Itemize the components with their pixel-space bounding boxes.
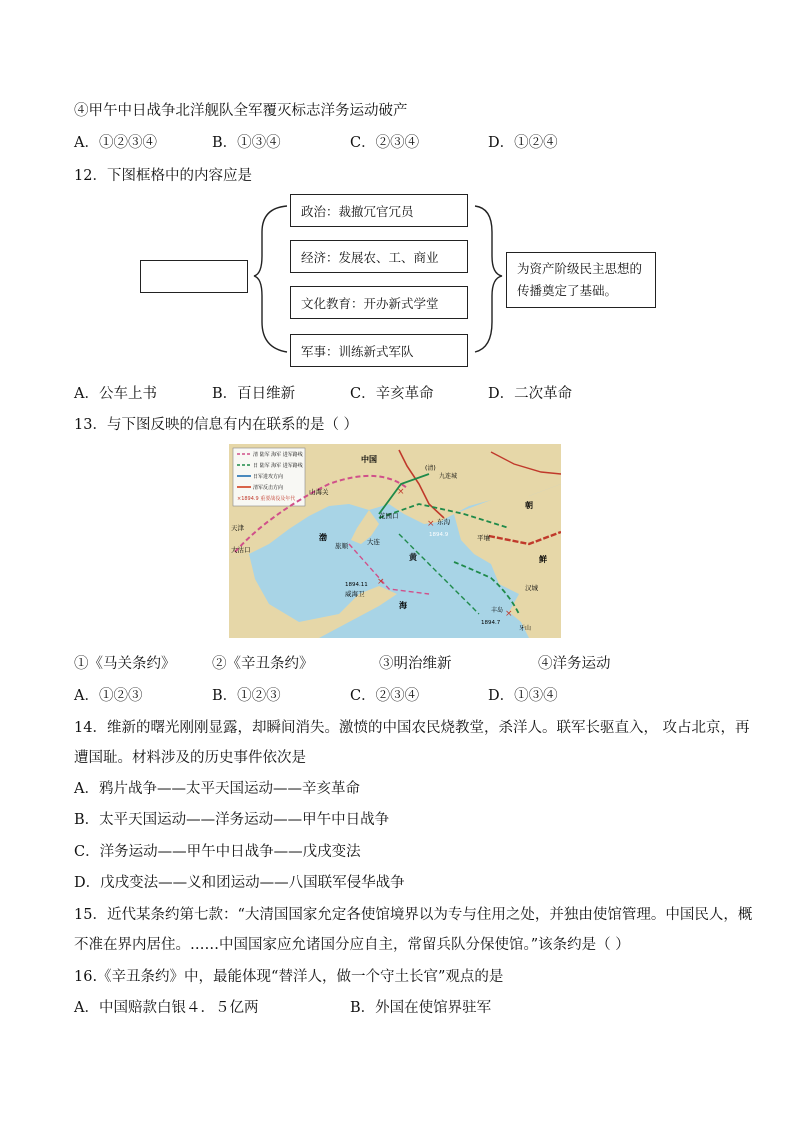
q14-option-d[interactable]: D．戊戌变法——义和团运动——八国联军侵华战争 [74,875,405,891]
q14-option-a[interactable]: A．鸦片战争——太平天国运动——辛亥革命 [74,781,360,797]
q13-statement-3: ③明治维新 [379,656,452,672]
q12-stem: 12．下图框格中的内容应是 [74,168,252,184]
map-label-china: 中国 [361,455,377,464]
legend-text-5: ×1894.9 重要战役及年代 [237,496,296,502]
map-label-hai: 海 [399,601,407,610]
q15-stem-line1: 15．近代某条约第七款：“大清国国家允定各使馆境界以为专与住用之处，并独由使馆管理。中国民人，概 [74,907,753,923]
map-label-date-donggou: 1894.9 [429,532,449,538]
map-label-shanhaiguan: 山海关 [309,488,329,496]
q11-option-b[interactable]: B．①③④ [212,135,281,151]
legend-text-2: 日 陆军 海军 进军路线 [253,463,303,469]
q12-right-brace [475,206,502,352]
q12-option-d[interactable]: D．二次革命 [488,386,573,402]
q12-diagram [140,194,660,370]
q12-result-box: 为资产阶级民主思想的传播奠定了基础。 [506,252,656,308]
q16-options [74,996,734,1018]
q12-item-economy: 经济：发展农、工、商业 [290,240,468,273]
map-label-yashan: 牙山 [519,625,532,632]
map-label-huayuankou: 花园口 [379,512,399,520]
q12-option-c[interactable]: C．辛亥革命 [350,386,434,402]
battle-mark-donggou: × [427,519,435,529]
q15-stem-line2: 不准在界内居住。……中国国家应允诸国分应自主，常留兵队分保使馆。”该条约是（ ） [74,937,630,953]
battle-mark-weihaiwei: × [377,577,385,587]
q13-option-c[interactable]: C．②③④ [350,688,420,704]
q14-option-c[interactable]: C．洋务运动——甲午中日战争——戊戌变法 [74,844,361,860]
q16-stem: 16.《辛丑条约》中，最能体现“替洋人，做一个守土长官”观点的是 [74,969,504,985]
map-label-jiuliancheng: 九连城 [439,473,458,480]
q12-item-politics: 政治：裁撤冗官冗员 [290,194,468,227]
map-label-chao: 朝 [525,501,533,510]
map-label-weihaiwei: 威海卫 [345,590,365,598]
q12-options [74,382,734,404]
q13-statement-1: ①《马关条约》 [74,656,176,672]
q12-item-culture: 文化教育：开办新式学堂 [290,286,468,319]
map-label-pingrang: 平壤 [477,534,490,542]
q13-statement-2: ②《辛丑条约》 [212,656,314,672]
q13-statement-4: ④洋务运动 [538,656,611,672]
q11-option-a[interactable]: A．①②③④ [74,135,157,151]
q14-stem-line1: 14．维新的曙光刚刚显露，却瞬间消失。激愤的中国农民烧教堂，杀洋人。联军长驱直入， 攻占北京，再 [74,720,750,736]
q16-option-a[interactable]: A．中国赔款白银４．５亿两 [74,1000,259,1016]
q13-statements [74,652,734,674]
q14-stem-line2: 遭国耻。材料涉及的历史事件依次是 [74,750,306,766]
map-label-fengdao: 丰岛 [491,607,504,614]
q12-item-military: 军事：训练新式军队 [290,334,468,367]
q16-option-b[interactable]: B．外国在使馆界驻军 [350,1000,492,1016]
q13-option-d[interactable]: D．①③④ [488,688,558,704]
battle-mark-jiuliancheng: × [397,487,405,497]
map-label-dalian: 大连 [367,538,380,546]
q11-option-c[interactable]: C．②③④ [350,135,420,151]
q13-option-a[interactable]: A．①②③ [74,688,143,704]
map-label-tianjin: 天津 [231,524,244,532]
q13-option-b[interactable]: B．①②③ [212,688,281,704]
map-label-dagukou: 大沽口 [231,546,251,554]
map-label-lvshun: 旅顺 [335,542,348,550]
q13-stem: 13．与下图反映的信息有内在联系的是（ ） [74,417,359,433]
map-label-date-weihaiwei: 1894.11 [345,582,368,588]
q12-left-brace [254,206,287,352]
q13-map [229,444,561,638]
q14-option-b[interactable]: B．太平天国运动——洋务运动——甲午中日战争 [74,812,390,828]
map-label-date-fengdao: 1894.7 [481,620,501,626]
q13-options [74,684,734,706]
q11-statement-4: ④甲午中日战争北洋舰队全军覆灭标志洋务运动破产 [74,103,408,119]
battle-mark-fengdao: × [505,609,513,619]
legend-text-4: 清军反击方向 [253,485,284,491]
legend-text-1: 清 陆军 海军 进军路线 [253,452,303,458]
map-label-hancheng: 汉城 [525,584,538,592]
q12-option-a[interactable]: A．公车上书 [74,386,157,402]
map-label-huang: 黄 [409,553,417,562]
q12-option-b[interactable]: B．百日维新 [212,386,296,402]
q11-option-d[interactable]: D．①②④ [488,135,558,151]
q11-options [74,131,734,153]
map-label-qing: (清) [425,465,436,472]
map-label-xian: 鲜 [539,555,547,564]
map-label-bo: 渤 [319,533,327,542]
legend-text-3: 日军进攻方向 [253,474,284,480]
map-label-donggou: 东沟 [437,518,450,526]
